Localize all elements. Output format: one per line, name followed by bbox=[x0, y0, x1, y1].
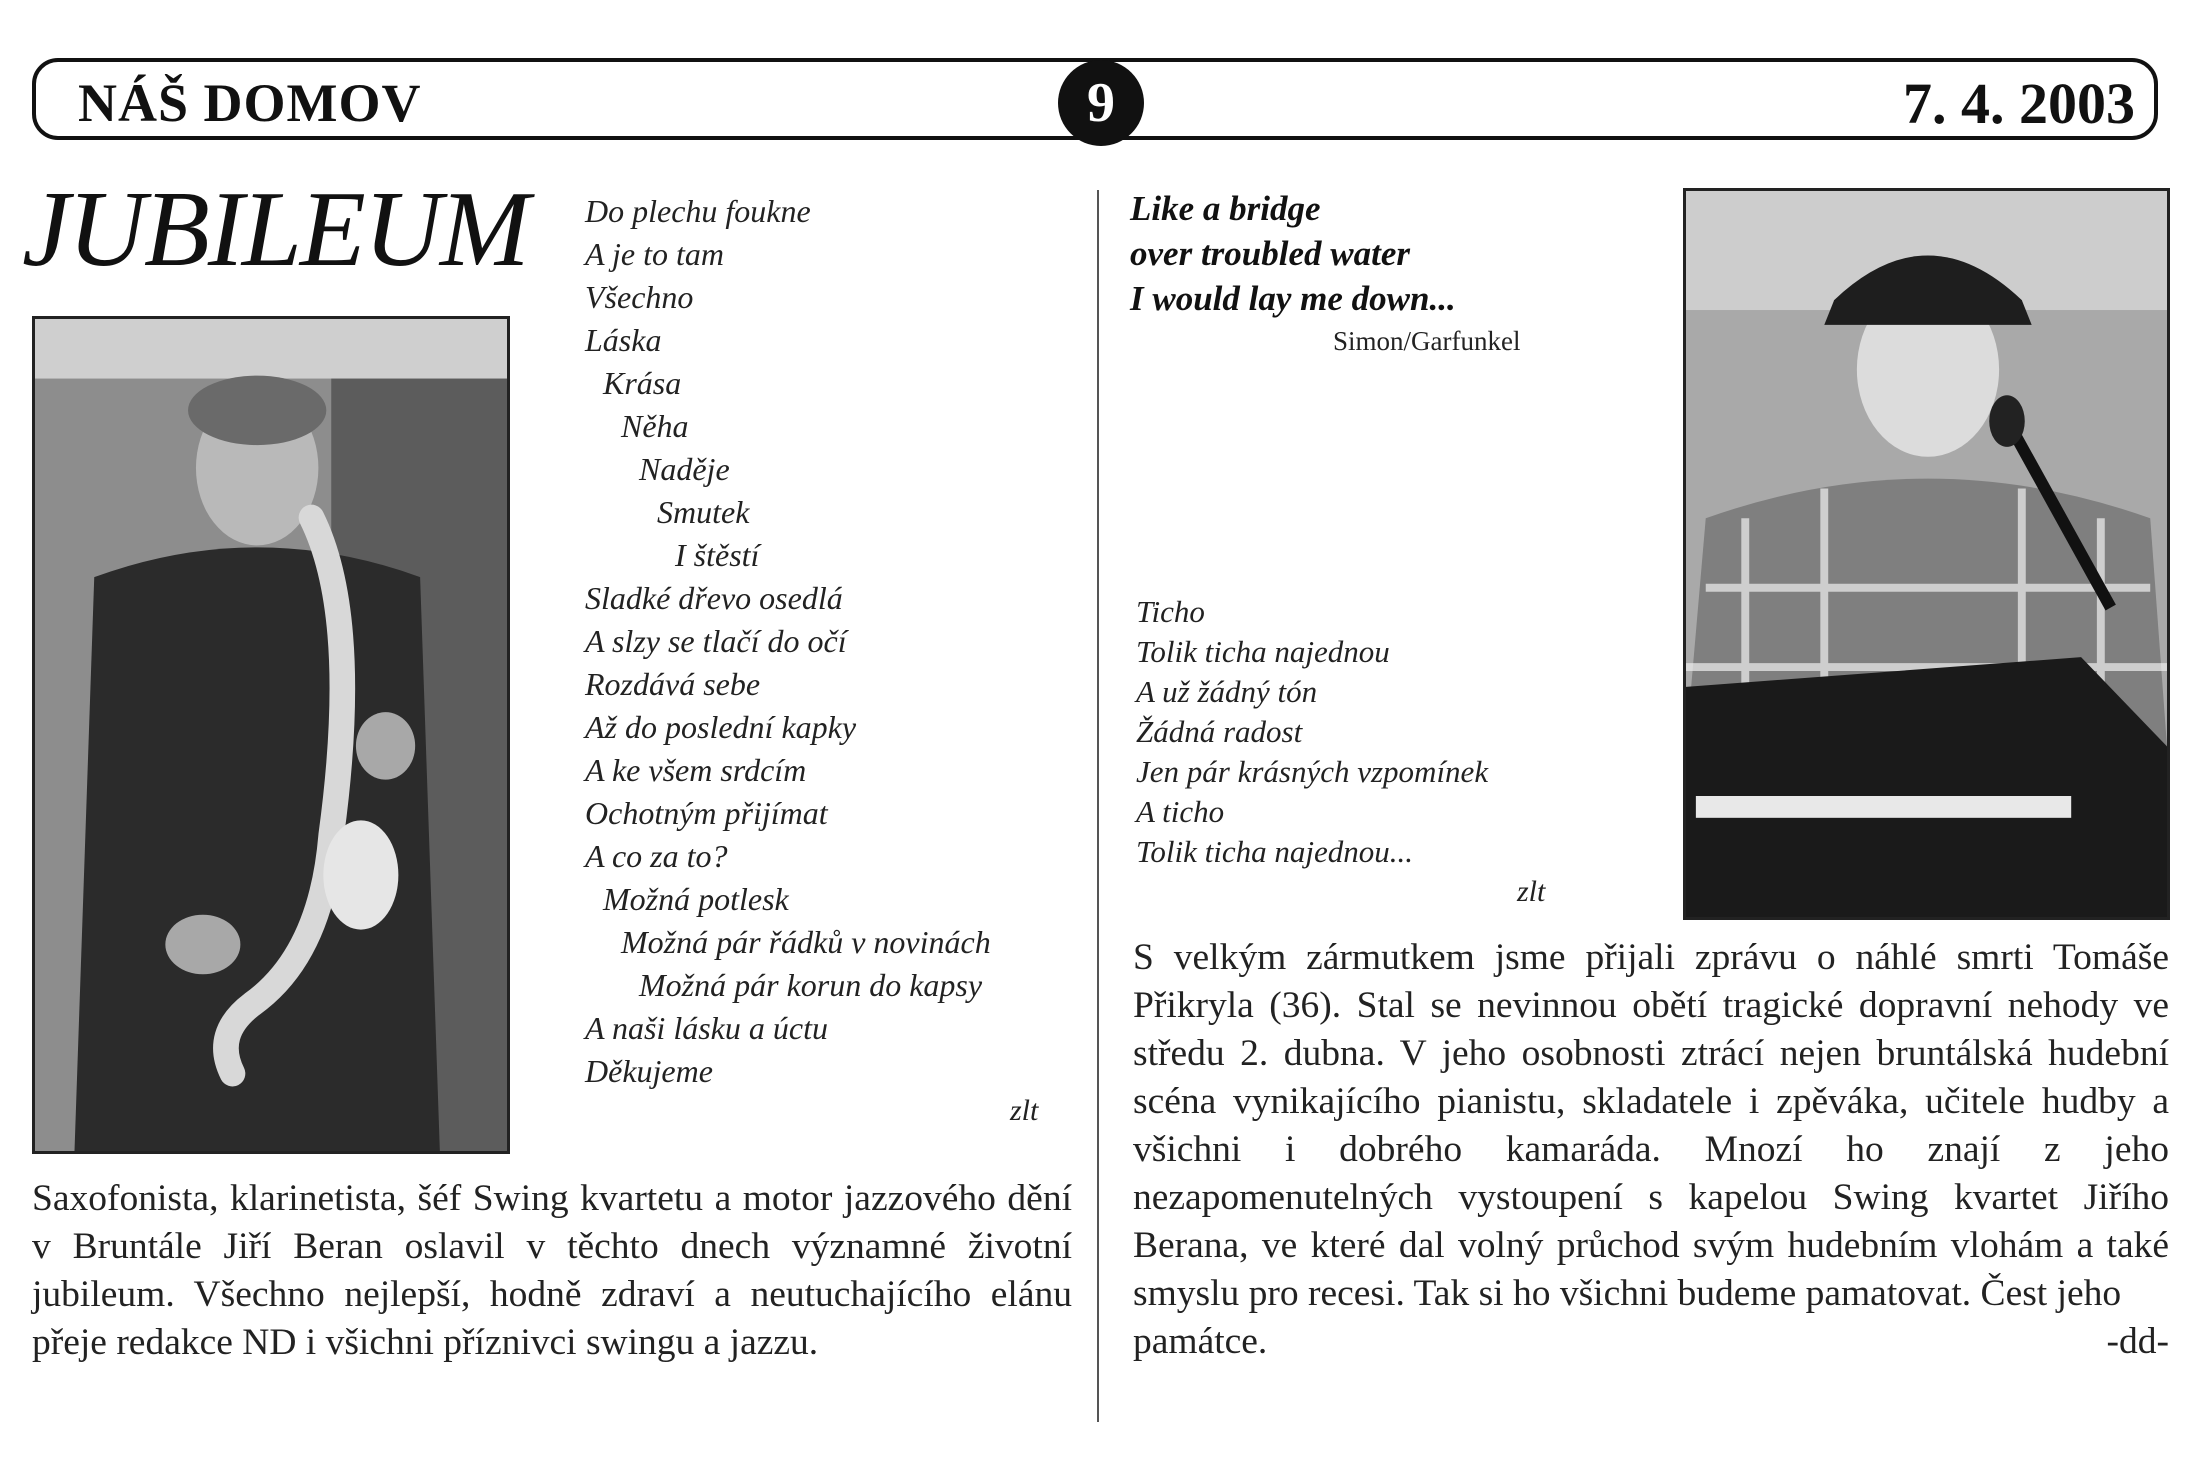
song-quote bbox=[1130, 186, 1456, 321]
poem-line: Láska bbox=[585, 322, 662, 358]
memorial-poem bbox=[1136, 592, 1488, 872]
poem-line: Možná pár řádků v novinách bbox=[621, 924, 991, 960]
article-title: JUBILEUM bbox=[22, 170, 528, 289]
poem-line: Možná potlesk bbox=[603, 881, 789, 917]
obituary-body-end: památce. bbox=[1133, 1321, 1268, 1362]
poem-line: A ticho bbox=[1136, 794, 1225, 829]
poem-line: Tolik ticha najednou... bbox=[1136, 834, 1413, 869]
poem-line: Děkujeme bbox=[585, 1053, 713, 1089]
column-divider bbox=[1097, 190, 1099, 1422]
poem-line: A naši lásku a úctu bbox=[585, 1010, 828, 1046]
poem-signature: zlt bbox=[1517, 875, 1546, 908]
quote-line: Like a bridge bbox=[1130, 189, 1321, 228]
poem-line: I štěstí bbox=[675, 537, 760, 573]
poem-line: A je to tam bbox=[585, 236, 724, 272]
obituary-body: S velkým zármutkem jsme přijali zprávu o náhlé smrti Tomáše Přikryla (36). Stal se nevinnou obětí tragické dopravní nehody ve středu 2. dubna. V jeho osobnosti ztrácí nejen bruntálská hudební scéna vynikajícího pianistu, skladatele i zpěváka, učitele hudby a všichni i dobrého kamaráda. Mnozí ho znají z jeho nezapomenutelných vystoupení s kapelou Swing kvartet Jiřího Berana, ve které dal volný průchod svým hudebním vlohám a také smyslu pro recesi. Tak si ho všichni budeme pamatovat. Čest jeho bbox=[1133, 937, 2169, 1314]
poem-line: Všechno bbox=[585, 279, 694, 315]
poem-line: Jen pár krásných vzpomínek bbox=[1136, 754, 1489, 789]
poem-line: Až do poslední kapky bbox=[585, 709, 857, 745]
jubilee-article-body: Saxofonista, klarinetista, šéf Swing kvartetu a motor jazzového dění v Bruntále Jiří Beran oslavil v těchto dnech významné životní jubileum. Všechno nejlepší, hodně zdraví a neutuchajícího elánu přeje redakce ND i všichni příznivci swingu a jazzu. bbox=[32, 1178, 1072, 1363]
poem-line: Tolik ticha najednou bbox=[1136, 634, 1390, 669]
paper-name: NÁŠ DOMOV bbox=[78, 73, 422, 133]
poem-line: Ochotným přijímat bbox=[585, 795, 828, 831]
poem-line: Ticho bbox=[1136, 594, 1205, 629]
jubilee-poem bbox=[585, 190, 991, 1093]
poem-line: A už žádný tón bbox=[1136, 674, 1318, 709]
poem-line: Smutek bbox=[657, 494, 750, 530]
poem-line: Něha bbox=[621, 408, 689, 444]
issue-date: 7. 4. 2003 bbox=[1903, 71, 2135, 136]
poem-line: Krása bbox=[603, 365, 682, 401]
poem-line: Sladké dřevo osedlá bbox=[585, 580, 843, 616]
obituary-article bbox=[1133, 934, 2169, 1366]
poem-line: Rozdává sebe bbox=[585, 666, 761, 702]
page-number-badge: 9 bbox=[1058, 60, 1144, 146]
quote-line: over troubled water bbox=[1130, 234, 1410, 273]
poem-line: Možná pár korun do kapsy bbox=[639, 967, 983, 1003]
poem-line: A slzy se tlačí do očí bbox=[585, 623, 847, 659]
poem-line: Žádná radost bbox=[1136, 714, 1303, 749]
poem-line: A co za to? bbox=[585, 838, 728, 874]
poem-signature: zlt bbox=[1010, 1094, 1039, 1127]
pianist-photo bbox=[1683, 188, 2170, 920]
photo-placeholder-graphic bbox=[35, 319, 507, 1151]
quote-line: I would lay me down... bbox=[1130, 279, 1456, 318]
photo-placeholder-graphic bbox=[1686, 191, 2167, 917]
poem-line: A ke všem srdcím bbox=[585, 752, 807, 788]
saxophonist-photo bbox=[32, 316, 510, 1154]
poem-line: Do plechu foukne bbox=[585, 193, 811, 229]
poem-line: Naděje bbox=[639, 451, 730, 487]
author-signature: -dd- bbox=[2106, 1321, 2169, 1362]
quote-author: Simon/Garfunkel bbox=[1333, 326, 1521, 356]
obituary-closing bbox=[1133, 1318, 2169, 1366]
